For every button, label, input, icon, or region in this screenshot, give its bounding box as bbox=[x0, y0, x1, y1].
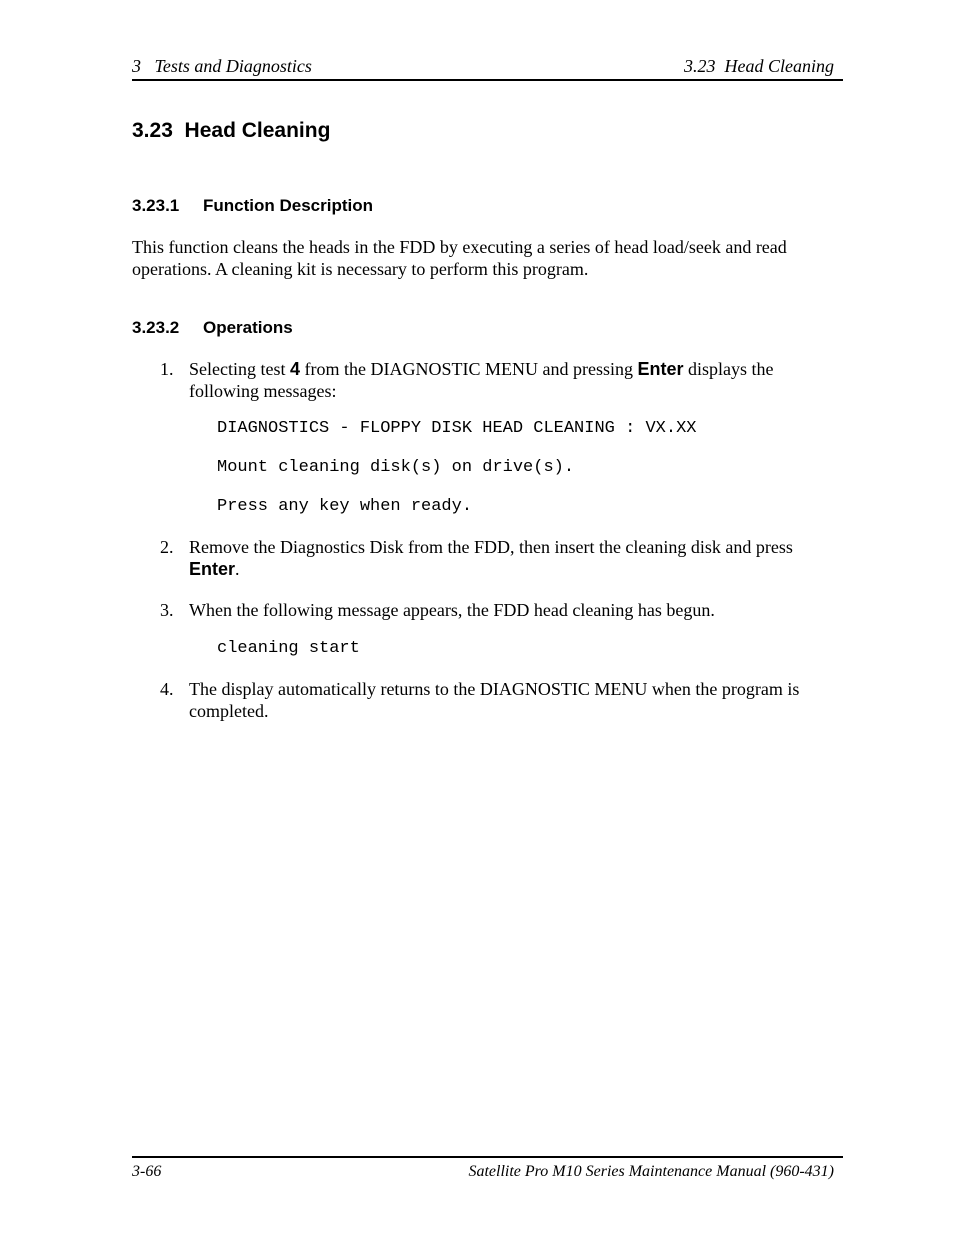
screen-message: Press any key when ready. bbox=[217, 497, 473, 516]
list-item-text: When the following message appears, the FDD head cleaning has begun. bbox=[189, 600, 715, 620]
list-item-number: 1. bbox=[160, 359, 174, 379]
header-chapter: 3 Tests and Diagnostics bbox=[132, 56, 312, 76]
list-item-text: Remove the Diagnostics Disk from the FDD, then insert the cleaning disk and press Enter. bbox=[189, 537, 793, 579]
manual-title: Satellite Pro M10 Series Maintenance Manual (960-431) bbox=[468, 1163, 834, 1180]
key-enter: Enter bbox=[637, 359, 684, 379]
list-item-text: Selecting test 4 from the DIAGNOSTIC MENU and pressing Enter displays the following messages: bbox=[189, 359, 774, 401]
page-footer bbox=[132, 1156, 843, 1184]
function-description-text: This function cleans the heads in the FDD by executing a series of head load/seek and read operations. A cleaning kit is necessary to perform this program. bbox=[132, 237, 787, 279]
list-item bbox=[160, 678, 835, 722]
key-test-number: 4 bbox=[289, 359, 300, 379]
list-item bbox=[160, 536, 835, 580]
screen-message: cleaning start bbox=[217, 639, 360, 658]
subsection-title: Function Description bbox=[203, 196, 373, 215]
subsection-number: 3.23.2 bbox=[132, 318, 180, 337]
list-item-number: 2. bbox=[160, 537, 174, 557]
list-item bbox=[160, 599, 835, 621]
key-enter: Enter bbox=[189, 559, 236, 579]
list-item-number: 3. bbox=[160, 600, 174, 620]
screen-message: DIAGNOSTICS - FLOPPY DISK HEAD CLEANING : VX.XX bbox=[217, 419, 697, 438]
subsection-function-description bbox=[132, 195, 373, 217]
list-item bbox=[160, 358, 835, 402]
subsection-number: 3.23.1 bbox=[132, 196, 180, 215]
list-item-number: 4. bbox=[160, 679, 174, 699]
subsection-operations bbox=[132, 317, 293, 339]
subsection-title: Operations bbox=[203, 318, 293, 337]
section-number: 3.23 bbox=[132, 119, 173, 142]
section-title bbox=[132, 118, 330, 144]
section-title-text: Head Cleaning bbox=[184, 119, 331, 142]
screen-message: Mount cleaning disk(s) on drive(s). bbox=[217, 458, 575, 477]
page-header bbox=[132, 55, 843, 81]
page-number: 3-66 bbox=[132, 1163, 162, 1180]
header-section: 3.23 Head Cleaning bbox=[684, 56, 834, 76]
list-item-text: The display automatically returns to the DIAGNOSTIC MENU when the program is completed. bbox=[189, 679, 800, 721]
